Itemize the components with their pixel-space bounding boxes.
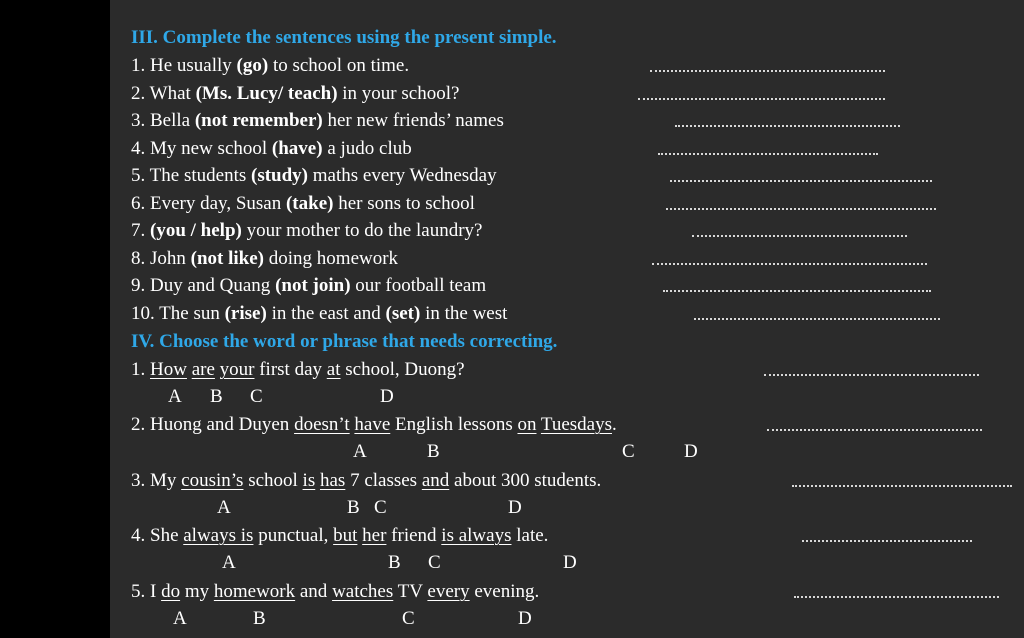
item-verb: (set) bbox=[385, 303, 421, 324]
answer-blank-3-10[interactable] bbox=[694, 308, 940, 320]
item-verb: (Ms. Lucy/ teach) bbox=[195, 83, 338, 104]
item-number: 3. bbox=[131, 110, 146, 131]
item-text: John bbox=[150, 248, 191, 269]
answer-blank-4-2[interactable] bbox=[767, 419, 982, 431]
option-a-label: A bbox=[168, 386, 182, 407]
option-b-phrase: but bbox=[333, 525, 358, 546]
exercise-3-item-3 bbox=[131, 109, 504, 133]
item-text: my bbox=[180, 581, 214, 602]
item-verb: (not remember) bbox=[194, 110, 323, 131]
item-text: . bbox=[612, 414, 617, 435]
option-a-phrase: do bbox=[161, 581, 181, 602]
item-text: My new school bbox=[150, 138, 272, 159]
left-margin-band bbox=[0, 0, 110, 638]
answer-blank-3-3[interactable] bbox=[675, 115, 900, 127]
answer-blank-4-4[interactable] bbox=[802, 530, 972, 542]
item-text: Bella bbox=[150, 110, 195, 131]
item-text: her sons to school bbox=[333, 193, 475, 214]
option-a-phrase: How bbox=[150, 359, 187, 380]
exercise-3-item-5 bbox=[131, 164, 497, 188]
item-text: friend bbox=[386, 525, 442, 546]
item-number: 8. bbox=[131, 248, 146, 269]
item-text: English lessons bbox=[390, 414, 518, 435]
option-b-phrase: homework bbox=[213, 581, 296, 602]
exercise-3-item-8 bbox=[131, 247, 398, 271]
item-number: 9. bbox=[131, 275, 146, 296]
exercise-3-item-2 bbox=[131, 82, 459, 106]
item-text: late. bbox=[511, 525, 549, 546]
answer-blank-3-8[interactable] bbox=[652, 253, 927, 265]
answer-blank-3-4[interactable] bbox=[658, 143, 878, 155]
option-b-phrase: have bbox=[354, 414, 391, 435]
exercise-3-item-10 bbox=[131, 302, 507, 326]
item-number: 5. bbox=[131, 165, 146, 186]
exercise-4-item-4 bbox=[131, 524, 548, 548]
exercise-3-item-9 bbox=[131, 274, 486, 298]
item-text: in the east and bbox=[266, 303, 386, 324]
item-text: maths every Wednesday bbox=[308, 165, 497, 186]
option-d-phrase: Tuesdays bbox=[540, 414, 612, 435]
item-text: My bbox=[150, 470, 182, 491]
answer-blank-3-7[interactable] bbox=[692, 225, 907, 237]
option-a-label: A bbox=[217, 497, 231, 518]
item-number: 7. bbox=[131, 220, 146, 241]
option-b-phrase: are bbox=[191, 359, 215, 380]
answer-blank-3-9[interactable] bbox=[663, 280, 931, 292]
option-d-phrase: and bbox=[421, 470, 450, 491]
option-d-label: D bbox=[684, 441, 698, 462]
answer-blank-4-5[interactable] bbox=[794, 586, 999, 598]
option-d-label: D bbox=[508, 497, 522, 518]
item-number: 5. bbox=[131, 581, 146, 602]
item-number: 2. bbox=[131, 83, 146, 104]
option-a-label: A bbox=[353, 441, 367, 462]
option-c-phrase: her bbox=[362, 525, 387, 546]
exercise-4-item-2 bbox=[131, 413, 617, 437]
option-b-label: B bbox=[210, 386, 223, 407]
option-d-label: D bbox=[380, 386, 394, 407]
item-verb: (not join) bbox=[275, 275, 351, 296]
item-text: punctual, bbox=[253, 525, 334, 546]
option-d-label: D bbox=[518, 608, 532, 629]
option-c-phrase: watches bbox=[332, 581, 394, 602]
item-text: TV bbox=[393, 581, 428, 602]
item-text: first day bbox=[254, 359, 327, 380]
answer-blank-3-2[interactable] bbox=[638, 88, 885, 100]
option-c-label: C bbox=[622, 441, 635, 462]
item-text: He usually bbox=[150, 55, 237, 76]
exercise-3-item-7 bbox=[131, 219, 482, 243]
option-a-label: A bbox=[173, 608, 187, 629]
item-text: her new friends’ names bbox=[322, 110, 504, 131]
exercise-4-item-5 bbox=[131, 580, 539, 604]
item-text: about 300 students. bbox=[449, 470, 602, 491]
item-text: your mother to do the laundry? bbox=[241, 220, 483, 241]
item-text: She bbox=[150, 525, 184, 546]
option-a-label: A bbox=[222, 552, 236, 573]
answer-blank-3-1[interactable] bbox=[650, 60, 885, 72]
option-c-label: C bbox=[374, 497, 387, 518]
option-b-label: B bbox=[347, 497, 360, 518]
option-c-label: C bbox=[428, 552, 441, 573]
option-c-label: C bbox=[402, 608, 415, 629]
exercise-3-item-6 bbox=[131, 192, 475, 216]
item-number: 3. bbox=[131, 470, 146, 491]
option-d-phrase: every bbox=[427, 581, 470, 602]
answer-blank-4-3[interactable] bbox=[792, 475, 1012, 487]
item-number: 1. bbox=[131, 55, 146, 76]
exercise-3-item-4 bbox=[131, 137, 412, 161]
option-b-label: B bbox=[388, 552, 401, 573]
item-text: a judo club bbox=[322, 138, 412, 159]
option-c-label: C bbox=[250, 386, 263, 407]
answer-blank-4-1[interactable] bbox=[764, 364, 979, 376]
item-text: doing homework bbox=[264, 248, 399, 269]
item-number: 2. bbox=[131, 414, 146, 435]
item-verb: (take) bbox=[285, 193, 334, 214]
item-number: 6. bbox=[131, 193, 146, 214]
item-text: our football team bbox=[350, 275, 487, 296]
item-number: 1. bbox=[131, 359, 146, 380]
item-text: I bbox=[150, 581, 162, 602]
item-text: and bbox=[295, 581, 333, 602]
option-b-label: B bbox=[427, 441, 440, 462]
exercise-4-item-1 bbox=[131, 358, 465, 382]
item-text: in the west bbox=[420, 303, 508, 324]
item-verb: (rise) bbox=[224, 303, 267, 324]
item-text: 7 classes bbox=[345, 470, 422, 491]
option-c-phrase: has bbox=[319, 470, 346, 491]
option-a-phrase: always is bbox=[183, 525, 254, 546]
answer-blank-3-5[interactable] bbox=[670, 170, 932, 182]
exercise-3-item-1 bbox=[131, 54, 409, 78]
option-b-label: B bbox=[253, 608, 266, 629]
item-verb: (study) bbox=[251, 165, 309, 186]
section-4-heading: IV. Choose the word or phrase that needs correcting. bbox=[131, 331, 558, 352]
item-number: 4. bbox=[131, 525, 146, 546]
item-text: Duy and Quang bbox=[150, 275, 276, 296]
item-verb: (go) bbox=[236, 55, 269, 76]
item-text: to school on time. bbox=[268, 55, 410, 76]
item-verb: (you / help) bbox=[150, 220, 242, 241]
option-c-phrase: your bbox=[219, 359, 255, 380]
item-verb: (not like) bbox=[190, 248, 265, 269]
item-number: 10. bbox=[131, 303, 155, 324]
item-text: school bbox=[243, 470, 303, 491]
item-text: Every day, Susan bbox=[150, 193, 286, 214]
option-b-phrase: is bbox=[302, 470, 316, 491]
item-number: 4. bbox=[131, 138, 146, 159]
worksheet-page bbox=[110, 0, 1024, 638]
exercise-4-item-3 bbox=[131, 469, 601, 493]
item-verb: (have) bbox=[271, 138, 323, 159]
option-d-label: D bbox=[563, 552, 577, 573]
item-text: The students bbox=[149, 165, 251, 186]
item-text: What bbox=[149, 83, 196, 104]
answer-blank-3-6[interactable] bbox=[666, 198, 936, 210]
item-text: The sun bbox=[159, 303, 225, 324]
item-text: in your school? bbox=[337, 83, 460, 104]
option-c-phrase: on bbox=[517, 414, 537, 435]
section-3-heading: III. Complete the sentences using the present simple. bbox=[131, 27, 557, 48]
option-d-phrase: at bbox=[326, 359, 341, 380]
item-text: evening. bbox=[469, 581, 540, 602]
option-d-phrase: is always bbox=[441, 525, 512, 546]
option-a-phrase: cousin’s bbox=[181, 470, 244, 491]
option-a-phrase: doesn’t bbox=[294, 414, 350, 435]
item-text: school, Duong? bbox=[340, 359, 465, 380]
item-text: Huong and Duyen bbox=[150, 414, 295, 435]
